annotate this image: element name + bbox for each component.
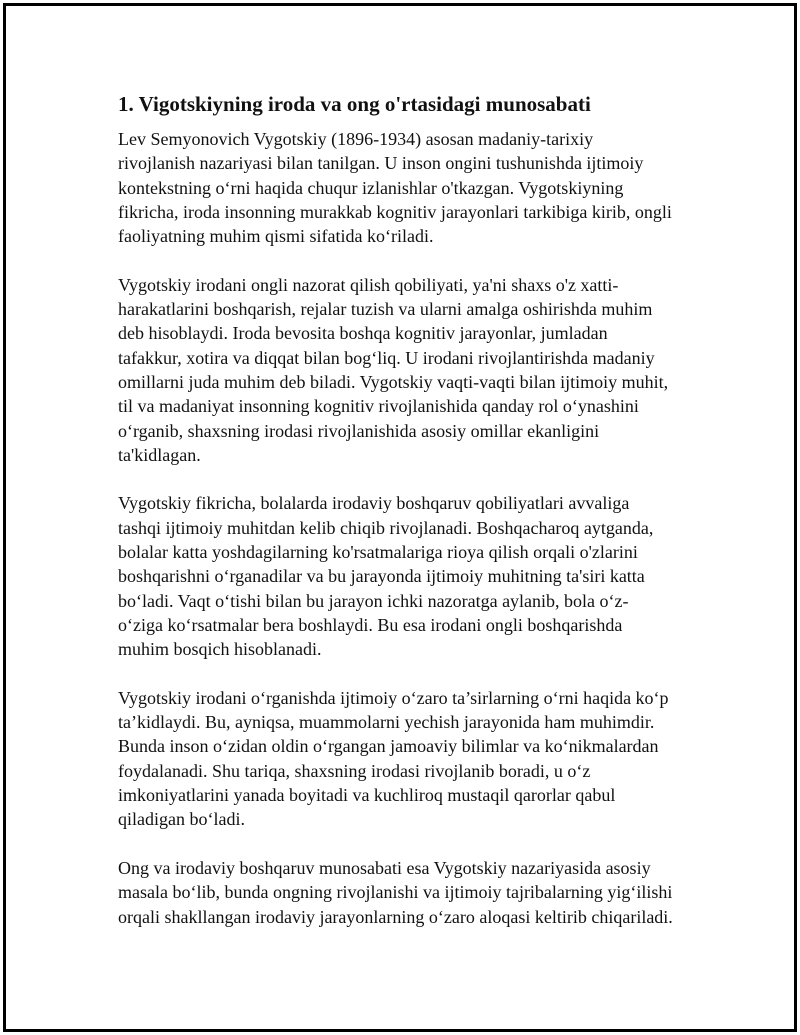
document-title: 1. Vigotskiyning iroda va ong o'rtasidagi munosabati (118, 92, 591, 116)
paragraph-line: o‘ziga ko‘rsatmalar bera boshlaydi. Bu esa irodani ongli boshqarishda (118, 614, 623, 635)
paragraph-line: Bunda inson o‘zidan oldin o‘rgangan jamoaviy bilimlar va ko‘nikmalardan (118, 736, 659, 757)
paragraph-line: foydalanadi. Shu tariqa, shaxsning irodasi rivojlanib boradi, u o‘z (118, 760, 591, 781)
paragraph-line: Vygotskiy irodani o‘rganishda ijtimoiy o‘zaro ta’sirlarning o‘rni haqida ko‘p (118, 687, 669, 708)
paragraph (118, 491, 700, 661)
paragraph-line: til va madaniyat insonning kognitiv rivojlanishida qanday rol o‘ynashini (118, 396, 639, 417)
paragraph-line: fikricha, iroda insonning murakkab kognitiv jarayonlari tarkibiga kirib, ongli (118, 201, 672, 222)
paragraph-line: boshqarishni o‘rganadilar va bu jarayonda ijtimoiy muhitning ta'siri katta (118, 566, 645, 587)
paragraph-line: muhim bosqich hisoblanadi. (118, 639, 322, 660)
paragraph-line: imkoniyatlarini yanada boyitadi va kuchliroq mustaqil qarorlar qabul (118, 785, 616, 806)
paragraph-line: tashqi ijtimoiy muhitdan kelib chiqib rivojlanadi. Boshqacharoq aytganda, (118, 517, 654, 538)
paragraph (118, 127, 700, 248)
paragraph-line: masala bo‘lib, bunda ongning rivojlanishi va ijtimoiy tajribalarning yig‘ilishi (118, 882, 673, 903)
paragraph-line: orqali shakllangan irodaviy jarayonlarning o‘zaro aloqasi keltirib chiqariladi. (118, 906, 673, 927)
paragraph-line: bolalar katta yoshdagilarning ko'rsatmalariga rioya qilish orqali o'zlarini (118, 542, 638, 563)
paragraph-line: faoliyatning muhim qismi sifatida ko‘riladi. (118, 226, 434, 247)
paragraph-list (118, 127, 700, 929)
paragraph-line: Vygotskiy fikricha, bolalarda irodaviy boshqaruv qobiliyatlari avvaliga (118, 493, 630, 514)
paragraph-line: omillarni juda muhim deb biladi. Vygotskiy vaqti-vaqti bilan ijtimoiy muhit, (118, 371, 669, 392)
paragraph-line: Ong va irodaviy boshqaruv munosabati esa Vygotskiy nazariyasida asosiy (118, 857, 651, 878)
document-body (118, 89, 700, 929)
paragraph-line: harakatlarini boshqarish, rejalar tuzish va ularni amalga oshirishda muhim (118, 299, 653, 320)
paragraph-line: ta’kidlaydi. Bu, ayniqsa, muammolarni yechish jarayonida ham muhimdir. (118, 712, 655, 733)
paragraph-line: kontekstning o‘rni haqida chuqur izlanishlar o'tkazgan. Vygotskiyning (118, 177, 624, 198)
paragraph-line: deb hisoblaydi. Iroda bevosita boshqa kognitiv jarayonlar, jumladan (118, 323, 608, 344)
paragraph-line: Vygotskiy irodani ongli nazorat qilish qobiliyati, ya'ni shaxs o'z xatti- (118, 274, 619, 295)
paragraph-line: Lev Semyonovich Vygotskiy (1896-1934) asosan madaniy-tarixiy (118, 129, 594, 149)
paragraph-line: tafakkur, xotira va diqqat bilan bog‘liq. U irodani rivojlantirishda madaniy (118, 347, 655, 368)
paragraph (118, 856, 700, 929)
paragraph-line: bo‘ladi. Vaqt o‘tishi bilan bu jarayon ichki nazoratga aylanib, bola o‘z- (118, 590, 629, 611)
paragraph (118, 686, 700, 832)
paragraph (118, 273, 700, 467)
paragraph-line: o‘rganib, shaxsning irodasi rivojlanishida asosiy omillar ekanligini (118, 420, 600, 441)
paragraph-line: rivojlanish nazariyasi bilan tanilgan. U inson ongini tushunishda ijtimoiy (118, 153, 644, 174)
paragraph-line: ta'kidlagan. (118, 444, 201, 465)
paragraph-line: qiladigan bo‘ladi. (118, 809, 245, 830)
